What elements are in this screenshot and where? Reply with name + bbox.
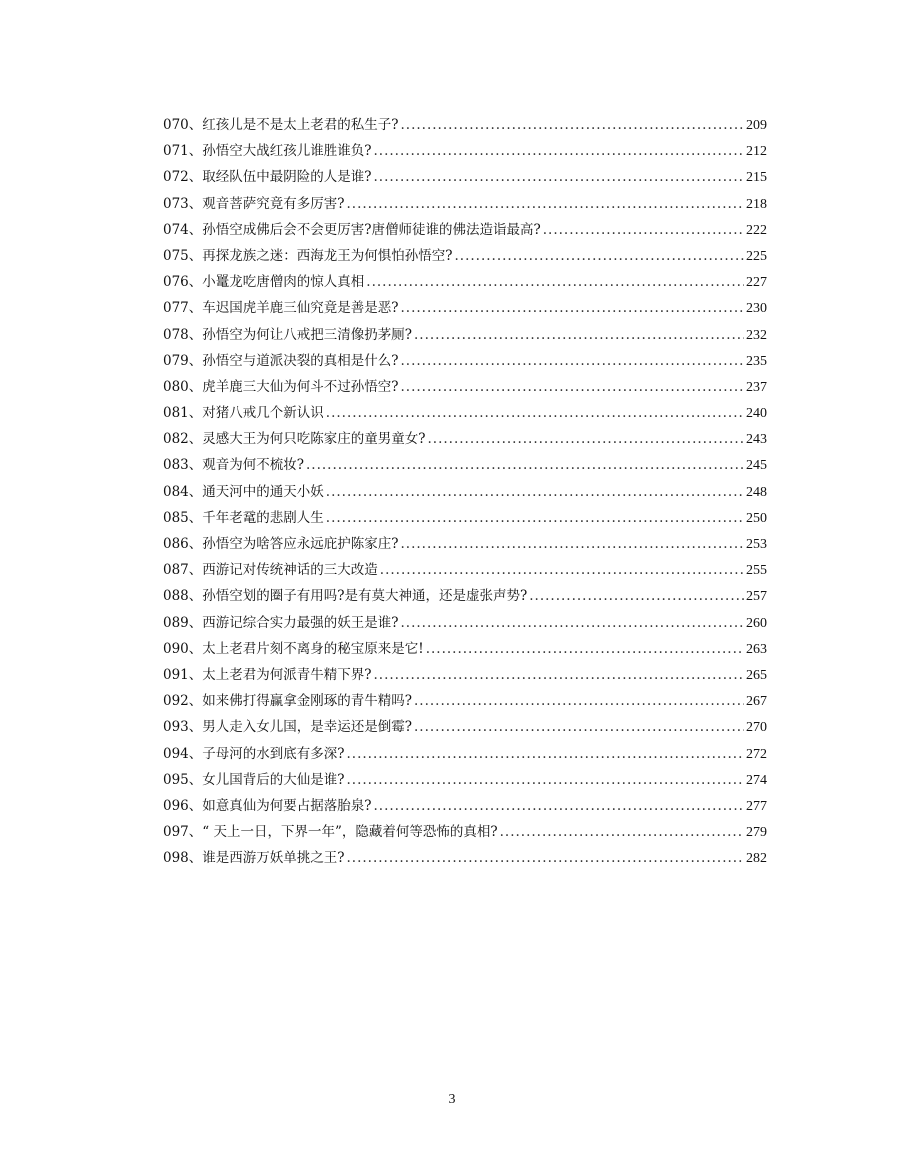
toc-leader-dots — [306, 452, 744, 478]
toc-leader-dots — [374, 164, 744, 190]
toc-entry-page: 255 — [746, 563, 767, 579]
toc-entry-title: 095、女儿国背后的大仙是谁? — [163, 771, 345, 788]
toc-entry[interactable] — [163, 583, 767, 609]
toc-entry-page: 240 — [746, 406, 767, 422]
toc-entry[interactable] — [163, 295, 767, 321]
toc-entry-title: 073、观音菩萨究竟有多厉害? — [163, 195, 345, 212]
toc-entry-title: 074、孙悟空成佛后会不会更厉害?唐僧师徒谁的佛法造诣最高? — [163, 221, 541, 238]
toc-entry[interactable] — [163, 374, 767, 400]
toc-entry-page: 225 — [746, 248, 767, 264]
toc-entry-title: 071、孙悟空大战红孩儿谁胜谁负? — [163, 143, 372, 160]
toc-entry-page: 243 — [746, 432, 767, 448]
toc-entry-title: 070、红孩儿是不是太上老君的私生子? — [163, 117, 399, 133]
toc-leader-dots — [401, 112, 744, 138]
toc-entry[interactable] — [163, 400, 767, 426]
toc-entry[interactable] — [163, 741, 767, 767]
toc-entry-page: 222 — [746, 222, 767, 238]
toc-entry[interactable] — [163, 610, 767, 636]
toc-entry-page: 237 — [746, 379, 767, 395]
toc-leader-dots — [529, 583, 744, 609]
toc-leader-dots — [401, 348, 744, 374]
toc-entry-page: 282 — [746, 851, 767, 867]
toc-entry-page: 274 — [746, 772, 767, 788]
toc-entry[interactable] — [163, 217, 767, 243]
toc-entry-page: 248 — [746, 484, 767, 500]
toc-entry-page: 253 — [746, 537, 767, 552]
toc-leader-dots — [428, 426, 744, 452]
toc-leader-dots — [401, 374, 744, 400]
toc-entry-title: 096、如意真仙为何要占据落胎泉? — [163, 797, 372, 814]
toc-entry-title: 075、再探龙族之迷：西海龙王为何惧怕孙悟空? — [163, 247, 453, 264]
toc-entry[interactable] — [163, 531, 767, 557]
toc-entry-title: 078、孙悟空为何让八戒把三清像扔茅厕? — [163, 326, 413, 343]
toc-leader-dots — [414, 322, 744, 348]
toc-entry[interactable] — [163, 479, 767, 505]
toc-entry-title: 087、西游记对传统神话的三大改造 — [163, 562, 378, 579]
toc-entry[interactable] — [163, 662, 767, 688]
toc-leader-dots — [426, 636, 744, 662]
toc-entry[interactable] — [163, 714, 767, 740]
toc-leader-dots — [347, 767, 744, 793]
toc-entry-page: 260 — [746, 615, 767, 631]
toc-entry-title: 094、子母河的水到底有多深? — [163, 745, 345, 762]
toc-entry-title: 086、孙悟空为啥答应永远庇护陈家庄? — [163, 536, 399, 552]
toc-leader-dots — [326, 505, 744, 531]
toc-entry-title: 081、对猪八戒几个新认识 — [163, 405, 324, 422]
toc-leader-dots — [543, 217, 744, 243]
toc-entry-page: 257 — [746, 589, 767, 605]
toc-entry[interactable] — [163, 269, 767, 295]
toc-entry-page: 270 — [746, 720, 767, 736]
toc-entry-title: 080、虎羊鹿三大仙为何斗不过孙悟空? — [163, 378, 399, 395]
toc-entry[interactable] — [163, 138, 767, 164]
toc-entry-page: 230 — [746, 301, 767, 317]
toc-leader-dots — [401, 610, 744, 636]
toc-entry-title: 092、如来佛打得赢拿金刚琢的青牛精吗? — [163, 693, 413, 710]
toc-leader-dots — [414, 688, 744, 714]
toc-entry-title: 083、观音为何不梳妆? — [163, 457, 305, 474]
toc-entry-page: 212 — [746, 144, 767, 160]
toc-entry[interactable] — [163, 112, 767, 138]
toc-entry[interactable] — [163, 164, 767, 190]
toc-leader-dots — [401, 295, 744, 321]
toc-entry-page: 218 — [746, 196, 767, 212]
toc-entry-page: 209 — [746, 118, 767, 133]
toc-leader-dots — [380, 557, 744, 583]
toc-entry-title: 089、西游记综合实力最强的妖王是谁? — [163, 614, 399, 631]
toc-entry[interactable] — [163, 688, 767, 714]
toc-leader-dots — [401, 531, 744, 557]
toc-entry-page: 277 — [746, 798, 767, 814]
toc-entry[interactable] — [163, 845, 767, 871]
toc-leader-dots — [366, 269, 744, 295]
toc-entry-title: 072、取经队伍中最阴险的人是谁? — [163, 169, 372, 186]
toc-entry-page: 279 — [746, 825, 767, 841]
toc-entry[interactable] — [163, 348, 767, 374]
toc-leader-dots — [347, 741, 744, 767]
toc-entry-title: 088、孙悟空划的圈子有用吗?是有莫大神通，还是虚张声势? — [163, 588, 528, 605]
page-number: 3 — [448, 1092, 456, 1107]
toc-entry-page: 235 — [746, 353, 767, 369]
toc-leader-dots — [374, 793, 744, 819]
toc-entry-page: 227 — [746, 275, 767, 291]
table-of-contents — [163, 112, 767, 871]
toc-entry-title: 097、“ 天上一日，下界一年”，隐藏着何等恐怖的真相? — [163, 824, 498, 841]
toc-entry-page: 272 — [746, 746, 767, 762]
toc-entry[interactable] — [163, 819, 767, 845]
toc-entry-title: 084、通天河中的通天小妖 — [163, 483, 324, 500]
toc-leader-dots — [374, 138, 744, 164]
toc-leader-dots — [347, 191, 744, 217]
toc-entry[interactable] — [163, 426, 767, 452]
toc-entry-title: 085、千年老鼋的悲剧人生 — [163, 509, 324, 526]
toc-entry[interactable] — [163, 243, 767, 269]
toc-entry-title: 098、谁是西游万妖单挑之王? — [163, 850, 345, 867]
toc-entry-page: 215 — [746, 170, 767, 186]
toc-entry-page: 232 — [746, 327, 767, 343]
toc-leader-dots — [500, 819, 744, 845]
toc-entry-page: 250 — [746, 510, 767, 526]
toc-entry-title: 093、男人走入女儿国，是幸运还是倒霉? — [163, 719, 413, 736]
toc-leader-dots — [347, 845, 744, 871]
toc-leader-dots — [374, 662, 744, 688]
toc-entry-title: 090、太上老君片刻不离身的秘宝原来是它! — [163, 640, 424, 657]
toc-entry-title: 082、灵感大王为何只吃陈家庄的童男童女? — [163, 431, 426, 448]
toc-entry-title: 079、孙悟空与道派决裂的真相是什么? — [163, 352, 399, 369]
toc-entry-title: 091、太上老君为何派青牛精下界? — [163, 666, 372, 683]
toc-entry[interactable] — [163, 767, 767, 793]
toc-entry[interactable] — [163, 452, 767, 478]
toc-entry-page: 267 — [746, 694, 767, 710]
toc-entry-page: 263 — [746, 641, 767, 657]
toc-entry-page: 245 — [746, 458, 767, 474]
toc-leader-dots — [455, 243, 744, 269]
toc-entry-page: 265 — [746, 667, 767, 683]
toc-entry[interactable] — [163, 191, 767, 217]
toc-entry[interactable] — [163, 557, 767, 583]
toc-leader-dots — [326, 479, 744, 505]
toc-entry-title: 076、小鼍龙吃唐僧肉的惊人真相 — [163, 274, 365, 291]
toc-leader-dots — [326, 400, 744, 426]
toc-entry[interactable] — [163, 322, 767, 348]
toc-entry-title: 077、车迟国虎羊鹿三仙究竟是善是恶? — [163, 300, 399, 317]
toc-entry[interactable] — [163, 505, 767, 531]
toc-entry[interactable] — [163, 636, 767, 662]
toc-entry[interactable] — [163, 793, 767, 819]
toc-leader-dots — [414, 714, 744, 740]
